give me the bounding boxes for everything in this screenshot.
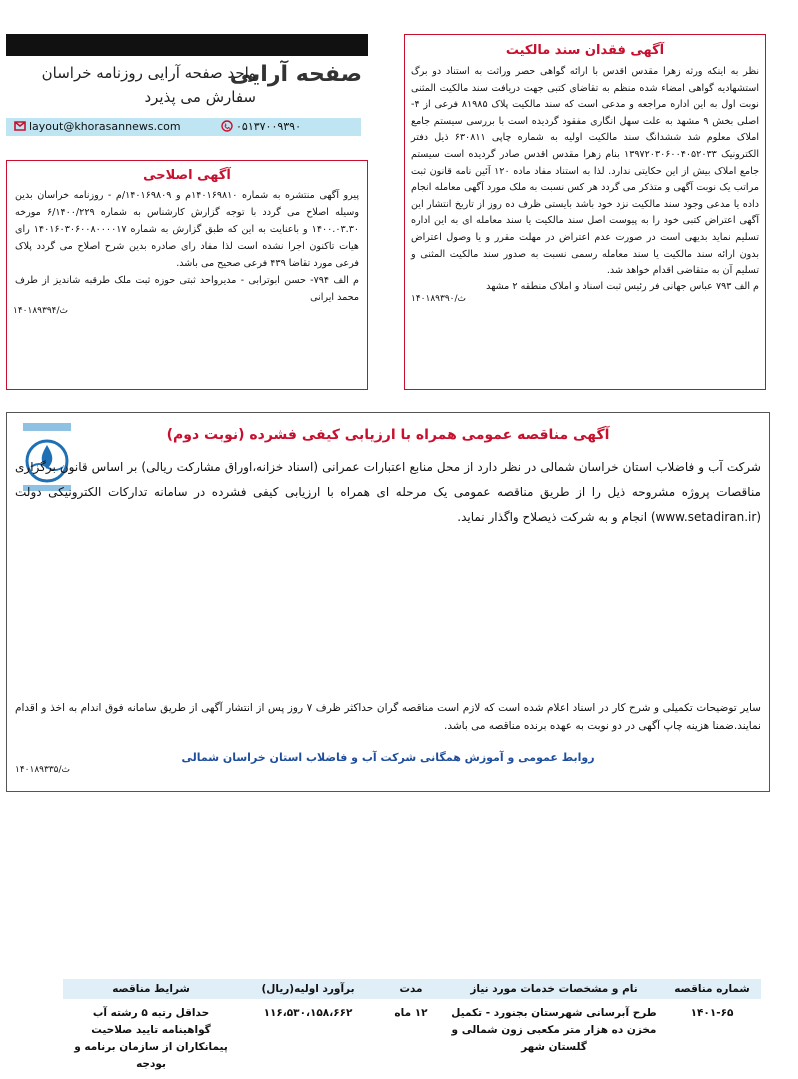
col-estimate: برآورد اولیه(ریال): [239, 979, 377, 999]
tender-ad-paragraph: شرکت آب و فاضلاب استان خراسان شمالی در نظر دارد از محل منابع اعتبارات عمرانی (اسناد خزانه،اوراق مشارکت ریالی) بر اساس قانون برگزاری مناقصات پروژه مشروحه ذیل را از طریق مناقصه عمومی یک مرحله ای همراه با ارزیابی کیفی فشرده در سامانه تدارکات الکترونیکی دولت (www.setadiran.ir) انجام و به شرکت ذیصلاح واگذار نماید.: [15, 460, 761, 524]
mail-icon: [14, 121, 26, 131]
tender-ad-code: ث/۱۴۰۱۸۹۳۳۵: [15, 765, 71, 775]
cell-tender-number: ۱۴۰۱-۶۵: [690, 1007, 734, 1019]
tender-ad-footer: سایر توضیحات تکمیلی و شرح کار در اسناد اعلام شده است که لازم است مناقصه گران حداکثر ظرف ۷ روز پس از انتشار آگهی از طریق سامانه فوق اندام به اخذ و اقدام نمایند.ضمنا هزینه چاپ آگهی در دو نوبت به عهده برنده مناقصه می باشد.: [15, 702, 761, 732]
phone-icon: [221, 120, 233, 132]
col-conditions: شرایط مناقصه: [63, 979, 239, 999]
lost-ad-signature: م الف ۷۹۳ عباس جهانی فر رئیس ثبت اسناد و املاک منطقه ۲ مشهد: [486, 280, 759, 292]
correction-ad-code: ث/۱۴۰۱۸۹۳۹۴: [13, 306, 69, 316]
tender-ad: [6, 412, 770, 1070]
lost-ad-title: آگهی فقدان سند مالکیت: [505, 43, 665, 58]
phone-text: ۰۵۱۳۷۰۰۹۳۹۰: [236, 120, 301, 133]
lost-ad-code: ث/۱۴۰۱۸۹۳۹۰: [411, 293, 467, 304]
layout-ad-line2: سفارش می پذیرد: [144, 88, 256, 106]
contact-bar: [6, 118, 361, 136]
phone-contact: [221, 120, 301, 133]
correction-ad-title: آگهی اصلاحی: [143, 168, 231, 183]
lost-ad-body: نظر به اینکه ورثه زهرا مقدس اقدس با ارائه گواهی حصر وراثت به استناد دو برگ استشهادیه گواهی امضاء شده منظم به تقاضای کتبی جهت دریافت سند مالکیت المثنی نوبت اول به این اداره مراجعه و مدعی است که سند مالکیت پلاک ۸۱۹۸۵ فرعی از ۴- اصلی بخش ۹ مشهد به علت سهل انگاری مفقود گردیده است با بررسی سیستم جامع املاک معلوم شد ششدانگ سند مالکیت اولیه به شماره چاپی ۶۳۰۸۱۱ ذیل دفتر الکترونیک ۱۳۹۷۲۰۳۰۶۰۰۴۰۵۲۰۳۳ بنام زهرا مقدس اقدس صادر گردیده است سیستم جامع املاک بیش از این حکایتی ندارد. لذا به استناد مفاد ماده ۱۲۰ آئین نامه قانون ثبت مراتب یک نوبت آگهی و متذکر می گردد هر کس نسبت به ملک مورد آگهی معامله انجام داده یا مدعی وجود سند مالکیت نزد خود باشد بایستی ظرف ده روز از تاریخ انتشار این آگهی اعتراض کتبی خود را به پیوست اصل سند مالکیت یا سند معامله ای به این اداره تسلیم نماید بدیهی است در صورت عدم اعتراض در مهلت مقرر و یا وصول اعتراض بدون ارائه سند مالکیت یا سند معامله رسمی نسبت به صدور سند مالکیت المثنی و تسلیم آن به متقاضی اقدام خواهد شد.: [411, 66, 759, 277]
email-contact[interactable]: [14, 120, 181, 133]
correction-ad-body: پیرو آگهی منتشره به شماره ۱۴۰۱۶۹۸۱۰م و ۱۴۰۱۶۹۸۰۹/م - روزنامه خراسان بدین وسیله اصلاح می گردد با توجه گزارش کارشناس به شماره ۶/۱۴۰۰/۲۲۹ مورخه ۱۴۰۰.۰۳.۳۰ و باعنایت به این که طبق گزارش به شماره ۱۴۰۱۶۰۳۰۶۰۰۸۰۰۰۰۱۷ رای هیات تاکنون اجرا نشده است لذا مفاد رای صادره بدین شرح اصلاح می گردد پلاک فرعی مورد تقاضا ۴۳۹ فرعی صحیح می باشد.: [15, 190, 359, 269]
black-header-bar: [6, 34, 368, 56]
lost-ownership-ad: [404, 34, 766, 390]
correction-ad-signature: م الف ۷۹۴- حسن ابوترابی - مدیرواحد ثبتی حوزه ثبت ملک طرقبه شاندیز از طرف محمد ایرانی: [15, 275, 359, 303]
col-tender-number: شماره مناقصه: [663, 979, 761, 999]
cell-duration: ۱۲ ماه: [394, 1007, 428, 1019]
cell-conditions: حداقل رتبه ۵ رشته آب گواهینامه تایید صلاحیت پیمانکاران از سازمان برنامه و بودجه: [74, 1007, 228, 1070]
tender-table-header-row: [63, 979, 761, 999]
col-duration: مدت: [377, 979, 445, 999]
layout-ad-line1: واحد صفحه آرایی روزنامه خراسان: [41, 64, 256, 82]
correction-ad: [6, 160, 368, 390]
tender-table: [63, 979, 761, 1079]
tender-ad-title: آگهی مناقصه عمومی همراه با ارزیابی کیفی فشرده (نوبت دوم): [166, 427, 610, 443]
layout-ad-big-title: صفحه آرایی: [229, 62, 362, 87]
col-service-description: نام و مشخصات خدمات مورد نیاز: [445, 979, 663, 999]
cell-service-description: طرح آبرسانی شهرستان بجنورد - تکمیل مخزن ده هزار متر مکعبی زون شمالی و گلستان شهر: [451, 1007, 657, 1053]
cell-estimate: ۱۱۶،۵۳۰،۱۵۸،۶۶۲: [263, 1007, 353, 1019]
table-row: [63, 999, 761, 1079]
public-relations-signature: روابط عمومی و آموزش همگانی شرکت آب و فاضلاب استان خراسان شمالی: [181, 751, 595, 764]
email-text: layout@khorasannews.com: [29, 120, 181, 133]
